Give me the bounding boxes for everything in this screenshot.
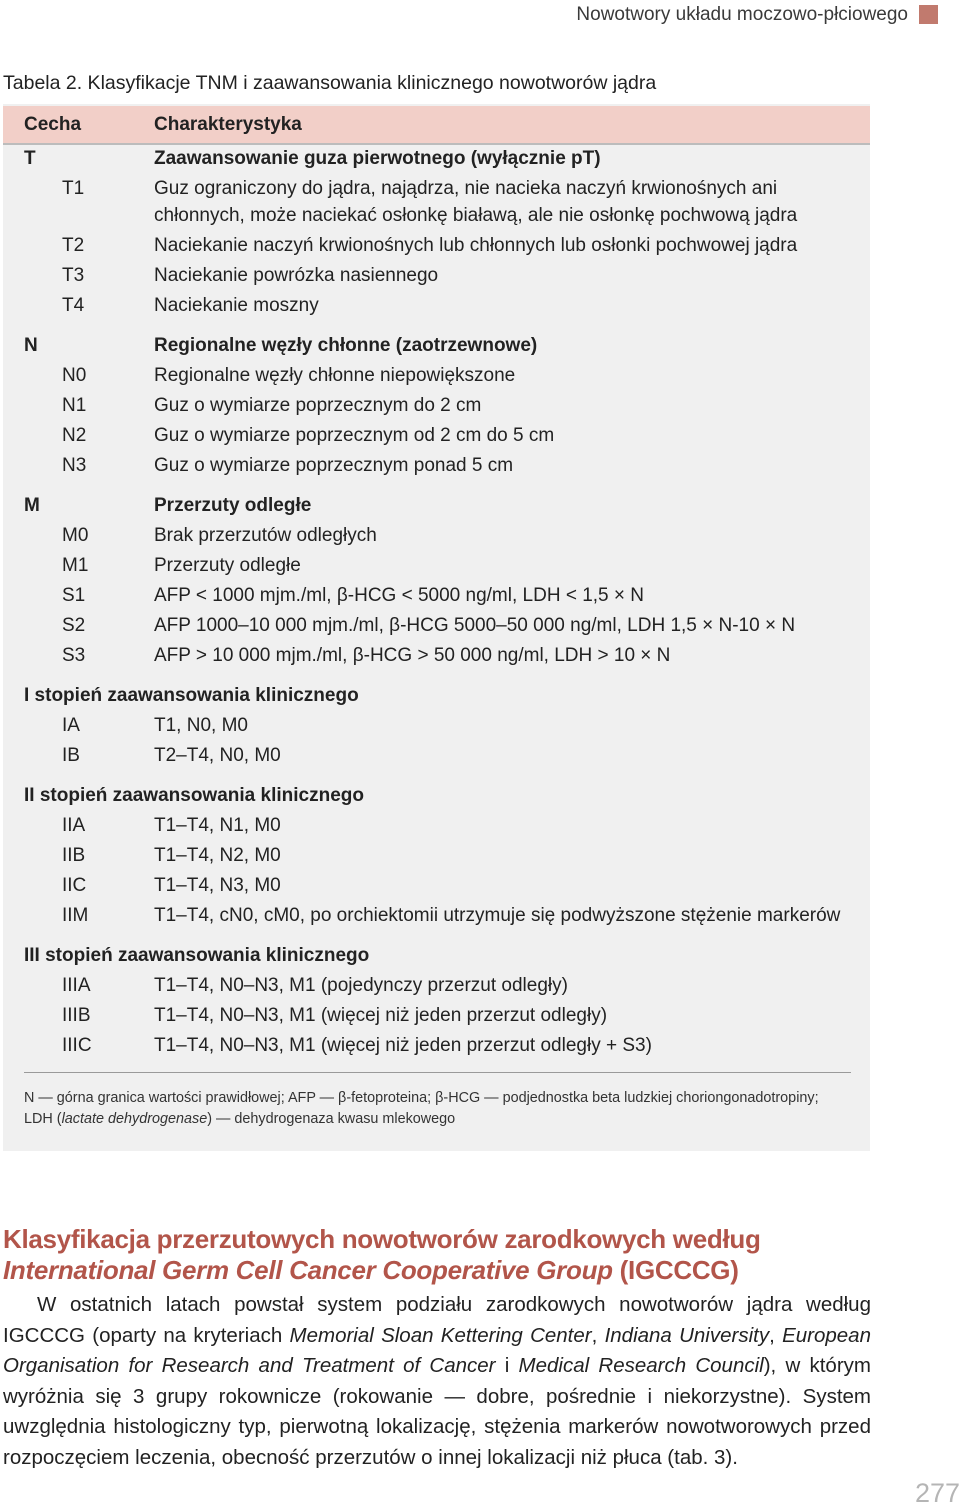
- paragraph-text: ), w którym wyróżnia się 3 grupy rokownicze (rokowanie — dobre, pośrednie i niekorzystne). System uwzględnia histologiczny typ, pierwotną lokalizację, stężenia markerów nowotworowych przed rozpoczęciem leczenia, obecność przerzutów o innej lokalizacji niż płuca (tab. 3).: [3, 1354, 871, 1469]
- row-key: S1: [62, 585, 86, 606]
- row-key: IIIC: [62, 1035, 92, 1056]
- paragraph-italic: European Organisation for Research and Treatment of Cancer: [3, 1323, 871, 1377]
- table-row: [3, 745, 870, 775]
- row-key: T4: [62, 295, 85, 316]
- table-footnote: [24, 1088, 859, 1130]
- column-header-cecha: Cecha: [24, 114, 82, 135]
- heading-italic-text: International Germ Cell Cancer Cooperative Group: [3, 1255, 613, 1285]
- row-key: N2: [62, 425, 87, 446]
- table-row: [3, 365, 870, 395]
- row-key: T2: [62, 235, 85, 256]
- table-stage-row: [3, 785, 870, 815]
- table-category-row: [3, 148, 870, 178]
- paragraph-italic: Memorial Sloan Kettering Center: [289, 1323, 592, 1347]
- footnote-italic-term: lactate dehydrogenase: [61, 1111, 208, 1127]
- heading-text: (IGCCCG): [612, 1255, 739, 1285]
- paragraph-text: W ostatnich latach powstał system podziału zarodkowych nowotworów jądra według IGCCCG (oparty na kryteriach: [3, 1293, 871, 1347]
- row-key: II stopień zaawansowania klinicznego: [24, 785, 364, 806]
- row-key: IIB: [62, 845, 86, 866]
- row-value: T1–T4, N0–N3, M1 (więcej niż jeden przerzut odległy + S3): [154, 1035, 652, 1056]
- row-key: T3: [62, 265, 85, 286]
- footnote-divider: [24, 1072, 851, 1073]
- row-value: AFP 1000–10 000 mjm./ml, β-HCG 5000–50 000 ng/ml, LDH 1,5 × N-10 × N: [154, 615, 796, 636]
- footnote-line-2: [24, 1109, 859, 1130]
- row-value: Guz ograniczony do jądra, najądrza, nie nacieka naczyń krwionośnych ani: [154, 178, 778, 199]
- row-value: Przerzuty odległe: [154, 495, 312, 516]
- table-row: [3, 295, 870, 325]
- row-value: AFP < 1000 mjm./ml, β-HCG < 5000 ng/ml, LDH < 1,5 × N: [154, 585, 644, 606]
- row-value: Przerzuty odległe: [154, 555, 301, 576]
- row-value: T1–T4, N0–N3, M1 (więcej niż jeden przerzut odległy): [154, 1005, 608, 1026]
- table-row: [3, 265, 870, 295]
- table-row: [3, 425, 870, 455]
- table-row: [3, 455, 870, 485]
- row-key: N: [24, 335, 38, 356]
- row-key: IIIB: [62, 1005, 91, 1026]
- table-row: [3, 905, 870, 935]
- header-color-square: [919, 5, 938, 24]
- row-key: IIIA: [62, 975, 91, 996]
- table-row: [3, 555, 870, 585]
- row-key: N0: [62, 365, 87, 386]
- row-key: T: [24, 148, 36, 169]
- table-row: [3, 178, 870, 208]
- footnote-line-1: N — górna granica wartości prawidłowej; AFP — β-fetoproteina; β-HCG — podjednostka beta ludzkiej choriongonadotropiny;: [24, 1090, 819, 1106]
- row-value: Naciekanie naczyń krwionośnych lub chłonnych lub osłonki pochwowej jądra: [154, 235, 798, 256]
- paragraph-italic: Indiana University: [604, 1323, 770, 1347]
- table-row: [3, 1005, 870, 1035]
- row-value: Naciekanie powrózka nasiennego: [154, 265, 439, 286]
- table-row: [3, 1035, 870, 1065]
- body-paragraph: [3, 1290, 871, 1473]
- row-key: T1: [62, 178, 85, 199]
- row-key: IIA: [62, 815, 86, 836]
- footnote-text: LDH (: [24, 1111, 62, 1127]
- table-row: [3, 525, 870, 555]
- row-value: Guz o wymiarze poprzecznym od 2 cm do 5 cm: [154, 425, 555, 446]
- tnm-table: [3, 104, 870, 1151]
- table-row: [3, 645, 870, 675]
- table-row: [3, 715, 870, 745]
- row-key: M: [24, 495, 40, 516]
- row-value: T1–T4, cN0, cM0, po orchiektomii utrzymuje się podwyższone stężenie markerów: [154, 905, 841, 926]
- table-row: [3, 845, 870, 875]
- table-title: Tabela 2. Klasyfikacje TNM i zaawansowania klinicznego nowotworów jądra: [3, 72, 657, 94]
- paragraph-text: ,: [769, 1323, 783, 1347]
- column-header-charakterystyka: Charakterystyka: [154, 114, 302, 135]
- row-key: IB: [62, 745, 80, 766]
- table-row: [3, 395, 870, 425]
- running-header: Nowotwory układu moczowo-płciowego: [576, 4, 908, 25]
- row-value: T1–T4, N1, M0: [154, 815, 281, 836]
- section-heading: [3, 1224, 883, 1286]
- row-value: Guz o wymiarze poprzecznym do 2 cm: [154, 395, 482, 416]
- row-key: N3: [62, 455, 87, 476]
- row-key: M1: [62, 555, 89, 576]
- row-value: chłonnych, może naciekać osłonkę białawą, ale nie osłonkę pochwową jądra: [154, 205, 798, 226]
- row-value: Zaawansowanie guza pierwotnego (wyłącznie pT): [154, 148, 601, 169]
- table-row: [3, 205, 870, 235]
- row-key: IIM: [62, 905, 89, 926]
- table-stage-row: [3, 685, 870, 715]
- footnote-text: ) — dehydrogenaza kwasu mlekowego: [207, 1111, 456, 1127]
- paragraph-text: i: [495, 1354, 519, 1377]
- table-row: [3, 975, 870, 1005]
- table-row: [3, 615, 870, 645]
- row-value: Naciekanie moszny: [154, 295, 319, 316]
- paragraph-italic: Medical Research Council: [518, 1354, 764, 1377]
- paragraph-text: ,: [591, 1323, 605, 1347]
- row-key: S3: [62, 645, 86, 666]
- row-key: III stopień zaawansowania klinicznego: [24, 945, 370, 966]
- heading-text: Klasyfikacja przerzutowych nowotworów zarodkowych według: [3, 1224, 761, 1254]
- row-key: IA: [62, 715, 80, 736]
- row-value: T1, N0, M0: [154, 715, 248, 736]
- table-stage-row: [3, 945, 870, 975]
- table-header-row: [3, 106, 870, 145]
- table-category-row: [3, 335, 870, 365]
- row-value: T1–T4, N2, M0: [154, 845, 281, 866]
- row-value: Brak przerzutów odległych: [154, 525, 377, 546]
- row-key: S2: [62, 615, 86, 636]
- table-row: [3, 875, 870, 905]
- table-row: [3, 235, 870, 265]
- table-row: [3, 585, 870, 615]
- row-key: M0: [62, 525, 89, 546]
- page-number: 277: [914, 1478, 960, 1508]
- row-value: T1–T4, N0–N3, M1 (pojedynczy przerzut odległy): [154, 975, 568, 996]
- row-key: I stopień zaawansowania klinicznego: [24, 685, 359, 706]
- row-key: N1: [62, 395, 87, 416]
- row-value: Regionalne węzły chłonne (zaotrzewnowe): [154, 335, 538, 356]
- row-value: T2–T4, N0, M0: [154, 745, 281, 766]
- row-value: Regionalne węzły chłonne niepowiększone: [154, 365, 516, 386]
- table-category-row: [3, 495, 870, 525]
- row-key: IIC: [62, 875, 87, 896]
- row-value: T1–T4, N3, M0: [154, 875, 281, 896]
- row-value: Guz o wymiarze poprzecznym ponad 5 cm: [154, 455, 514, 476]
- row-value: AFP > 10 000 mjm./ml, β-HCG > 50 000 ng/ml, LDH > 10 × N: [154, 645, 671, 666]
- table-row: [3, 815, 870, 845]
